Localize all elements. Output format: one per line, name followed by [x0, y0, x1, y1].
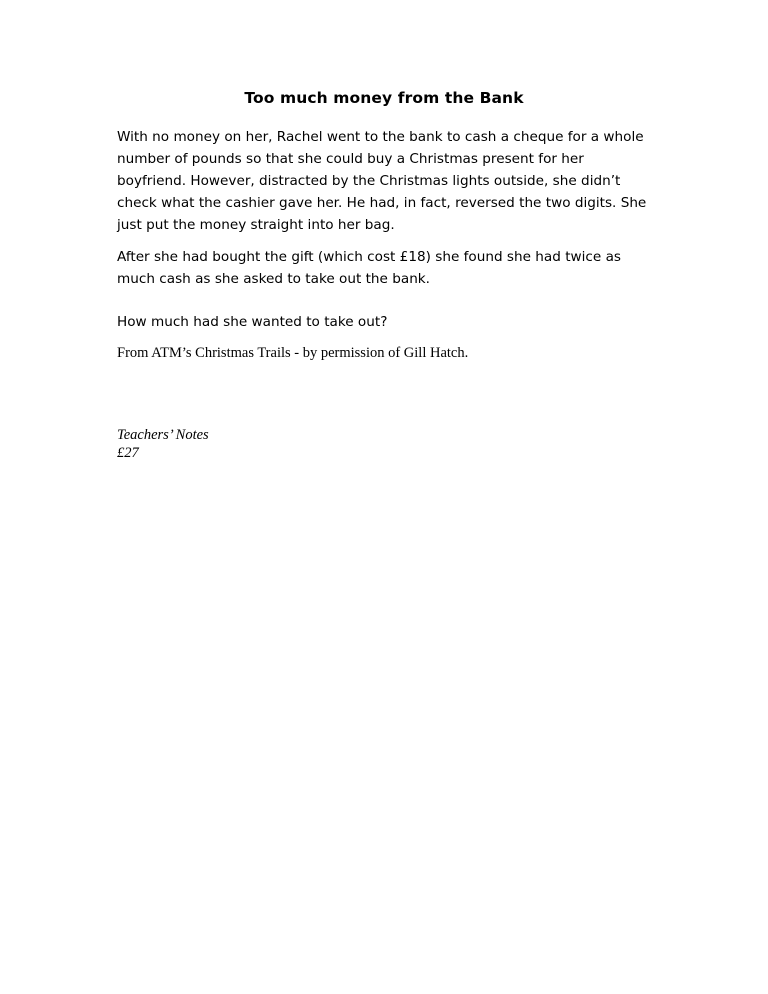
- document-title: Too much money from the Bank: [244, 89, 524, 107]
- teachers-notes-answer: £27: [117, 445, 139, 461]
- teachers-notes: [117, 426, 209, 462]
- problem-paragraph-2: After she had bought the gift (which cost £18) she found she had twice as much cash as she asked to take out the bank.: [117, 249, 621, 287]
- teachers-notes-heading: Teachers’ Notes: [117, 427, 209, 443]
- question-paragraph: How much had she wanted to take out?: [117, 314, 388, 330]
- problem-paragraph-1: With no money on her, Rachel went to the bank to cash a cheque for a whole number of pounds so that she could buy a Christmas present for her boyfriend. However, distracted by the Christmas lights outside, she didn’t check what the cashier gave her. He had, in fact, reversed the two digits. She just put the money straight into her bag.: [117, 129, 647, 233]
- source-credit: From ATM’s Christmas Trails - by permission of Gill Hatch.: [117, 345, 469, 361]
